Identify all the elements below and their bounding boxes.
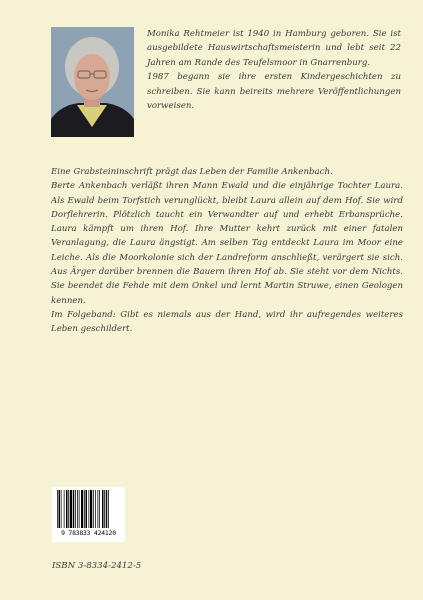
author-bio — [147, 27, 401, 113]
barcode-bar — [75, 490, 76, 528]
bio-paragraph-1: Monika Rehtmeier ist 1940 in Hamburg geboren. Sie ist ausgebildete Hauswirtschaftsmeisterin und lebt seit 22 Jahren am Rande des Teufelsmoor in Gnarrenburg. — [147, 29, 401, 68]
barcode-bar — [108, 490, 109, 528]
barcode-bar — [57, 490, 58, 528]
barcode-bar — [61, 490, 62, 528]
barcode-bar — [59, 490, 61, 528]
barcode-bar — [79, 490, 80, 528]
barcode-bar — [64, 490, 65, 528]
barcode-bar — [93, 490, 94, 528]
barcode-bar — [106, 490, 108, 528]
barcode-bar — [73, 490, 75, 528]
isbn-label: ISBN 3-8334-2412-5 — [52, 561, 142, 571]
barcode-bar — [70, 490, 72, 528]
barcode-bar — [98, 490, 99, 528]
barcode-bar — [86, 490, 88, 528]
barcode-bar — [102, 490, 104, 528]
barcode-bar — [99, 490, 100, 528]
barcode-bar — [90, 490, 92, 528]
bio-paragraph-2: 1987 begann sie ihre ersten Kindergeschichten zu schreiben. Sie kann beireits mehrere Veröffentlichungen vorweisen. — [147, 72, 401, 112]
blurb-synopsis: Berte Ankenbach verläßt ihren Mann Ewald und die einjährige Tochter Laura. Als Ewald beim Torfstich verunglückt, bleibt Laura allein auf dem Hof. Sie wird Dorflehrerin. Plötzlich taucht ein Verwandter auf und erhebt Erbansprüche. Laura kämpft um ihren Hof. Ihre Mutter kehrt zurück mit einer fatalen Veranlagung, die Laura ängstigt. Am selben Tag entdeckt Laura im Moor eine Leiche. Als die Moorkolonie sich der Landreform anschließt, verärgert sie sich. Aus Ärger darüber brennen die Bauern ihren Hof ab. Sie steht vor dem Nichts. Sie beendet die Fehde mit dem Onkel und lernt Martin Struwe, einen Geologen kennen. — [51, 181, 403, 306]
barcode-bar — [66, 490, 68, 528]
barcode-number: 9 783833 424120 — [61, 529, 116, 537]
blurb-tagline: Eine Grabsteininschrift prägt das Leben der Familie Ankenbach. — [51, 167, 333, 177]
barcode-bar — [95, 490, 96, 528]
barcode-bar — [104, 490, 105, 528]
barcode-bar — [68, 490, 69, 528]
barcode-bars — [55, 490, 122, 530]
blurb-sequel-note: Im Folgeband: Gibt es niemals aus der Hand, wird ihr aufregendes weiteres Leben geschildert. — [51, 309, 403, 335]
author-photo — [51, 27, 134, 137]
barcode-bar — [77, 490, 78, 528]
barcode — [52, 487, 125, 542]
barcode-bar — [84, 490, 85, 528]
book-blurb — [51, 165, 403, 337]
barcode-bar — [89, 490, 90, 528]
barcode-bar — [81, 490, 83, 528]
